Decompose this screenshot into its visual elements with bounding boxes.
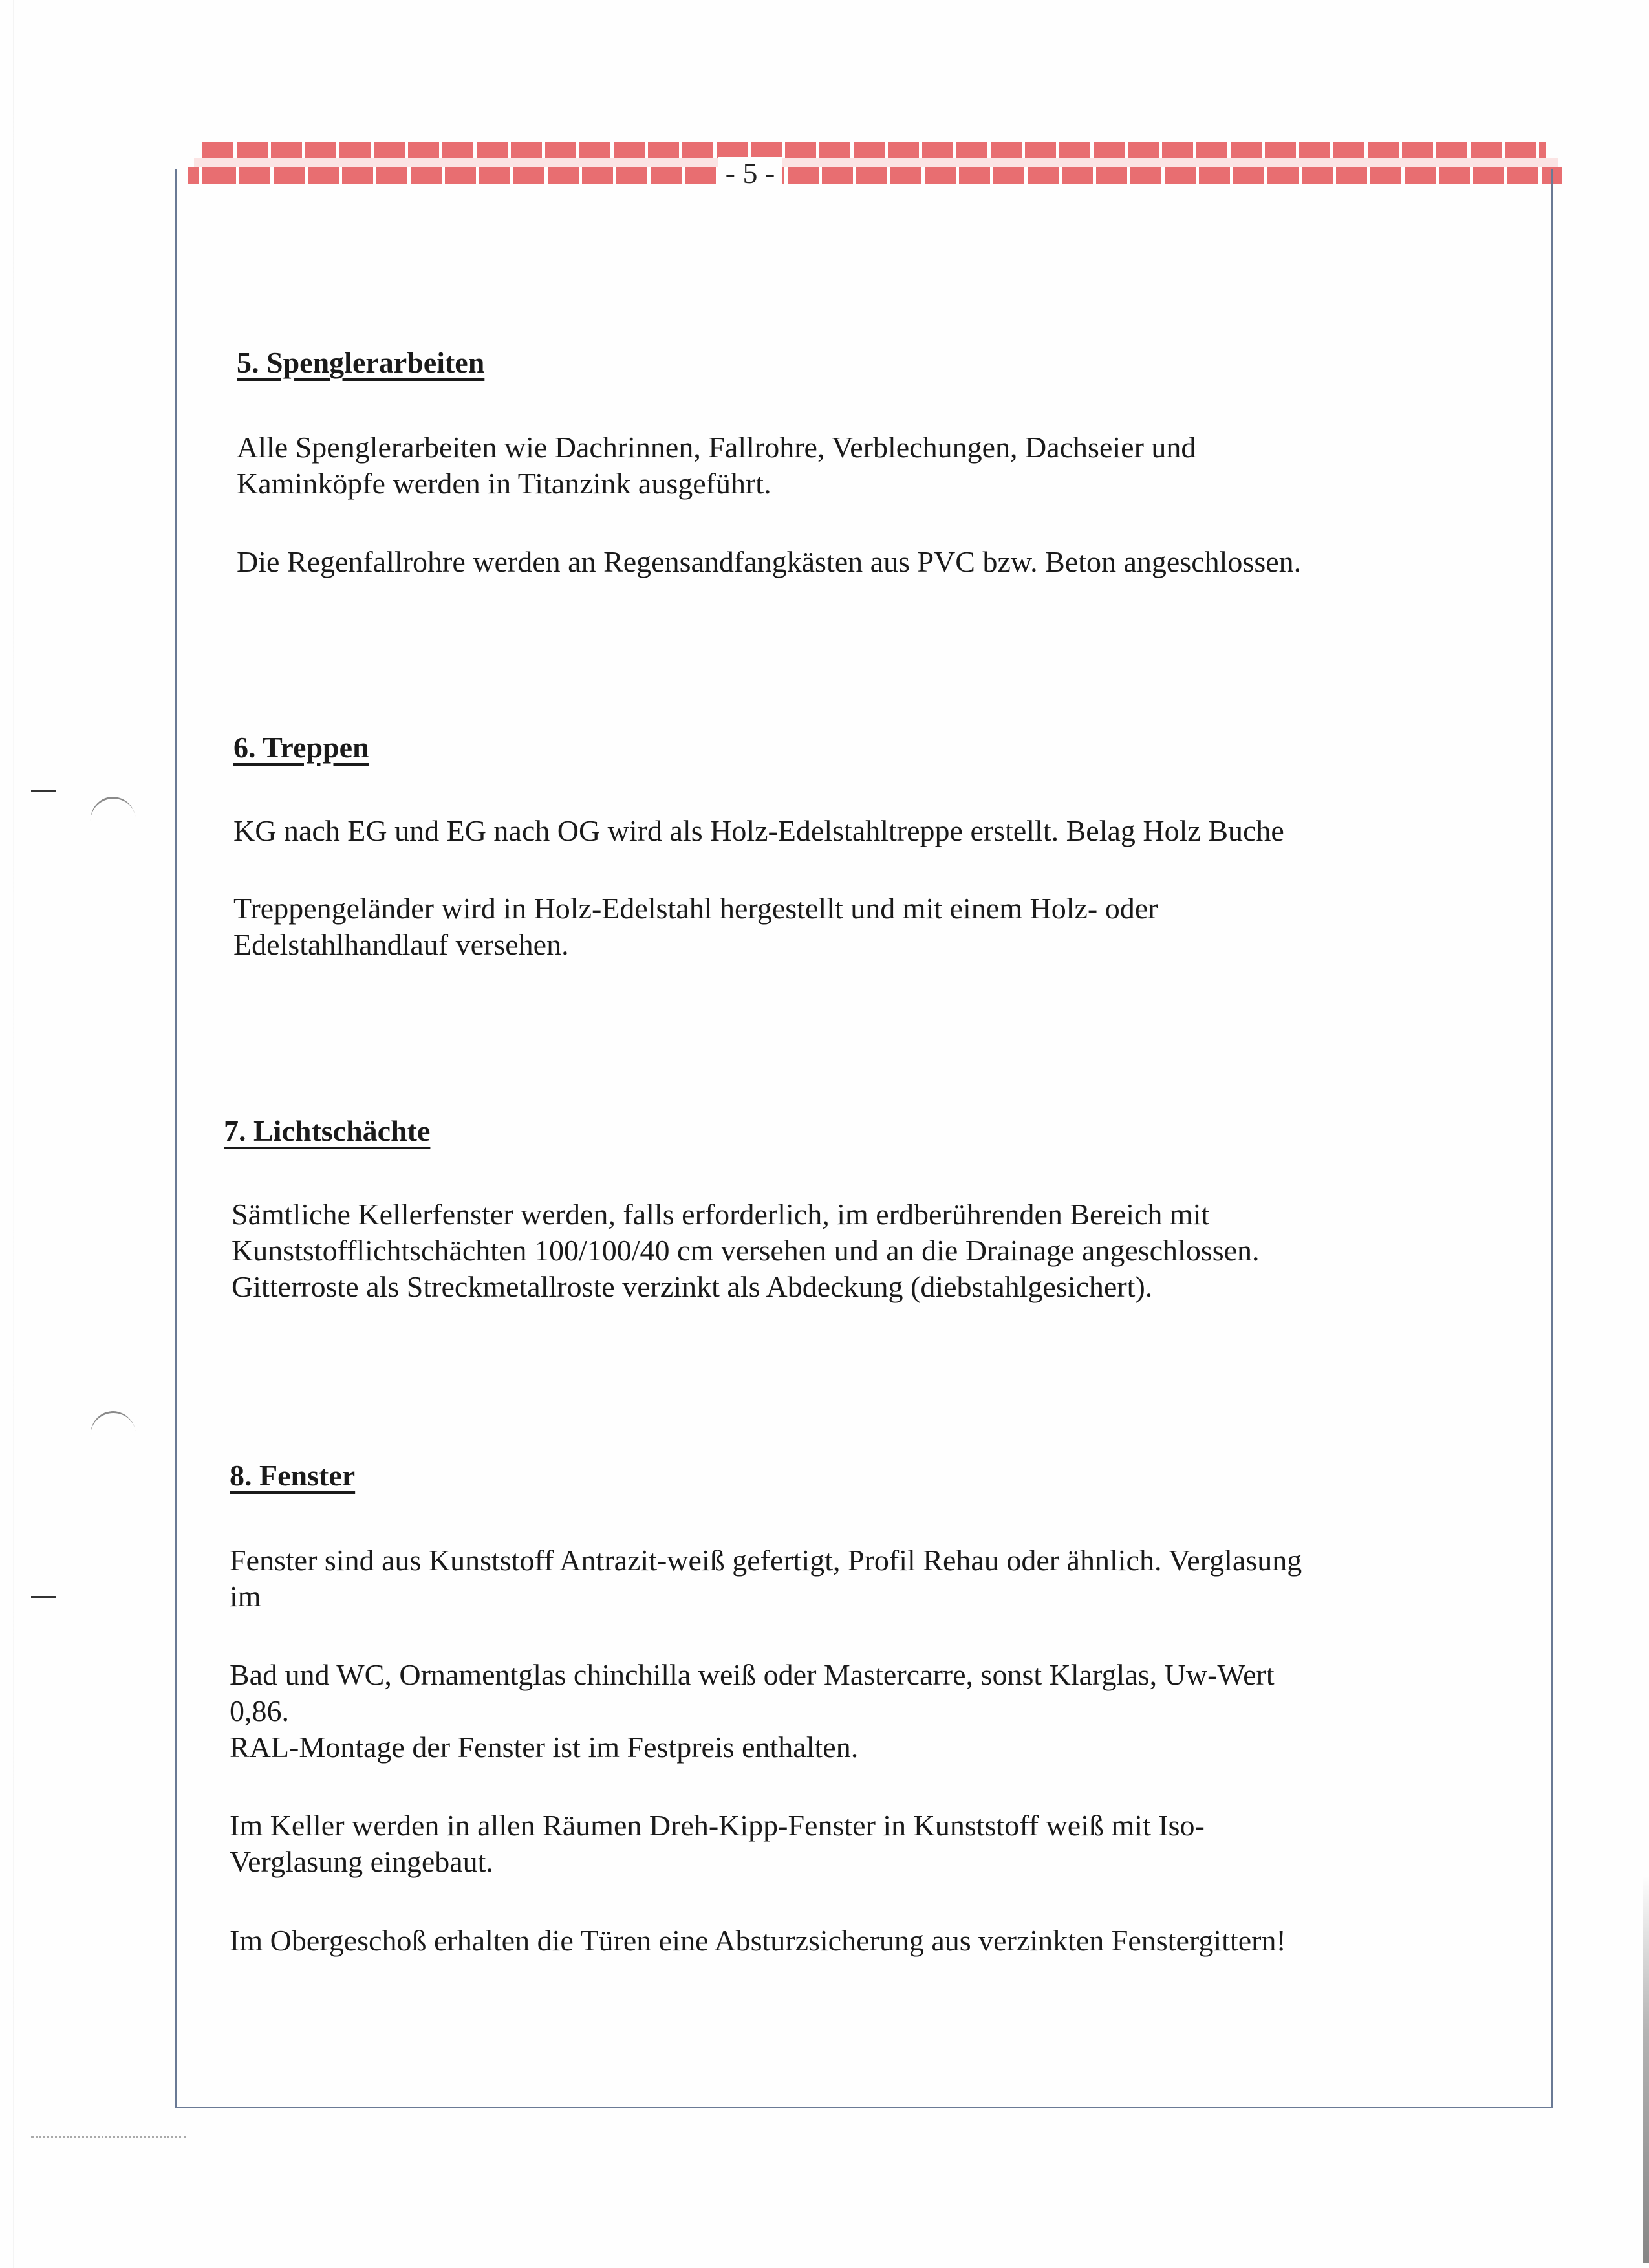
punch-hole <box>87 1407 140 1462</box>
text-line: Alle Spenglerarbeiten wie Dachrinnen, Fallrohre, Verblechungen, Dachseier und <box>237 431 1196 464</box>
section-paragraph <box>230 1657 1275 1766</box>
text-line: Bad und WC, Ornamentglas chinchilla weiß oder Mastercarre, sonst Klarglas, Uw-Wert <box>230 1658 1275 1691</box>
punch-mark <box>31 1596 56 1598</box>
text-line: Die Regenfallrohre werden an Regensandfangkästen aus PVC bzw. Beton angeschlossen. <box>237 545 1302 578</box>
text-line: Kaminköpfe werden in Titanzink ausgeführt. <box>237 467 771 500</box>
punch-hole <box>87 793 140 847</box>
text-line: im <box>230 1580 261 1613</box>
text-line: KG nach EG und EG nach OG wird als Holz-Edelstahltreppe erstellt. Belag Holz Buche <box>233 814 1284 847</box>
text-line: Gitterroste als Streckmetallroste verzinkt als Abdeckung (diebstahlgesichert). <box>232 1270 1153 1303</box>
text-line: Treppengeländer wird in Holz-Edelstahl hergestellt und mit einem Holz- oder <box>233 892 1158 925</box>
text-line: Im Obergeschoß erhalten die Türen eine Absturzsicherung aus verzinkten Fenstergittern! <box>230 1924 1286 1957</box>
brick-border-gap <box>194 158 1558 167</box>
text-line: Kunststofflichtschächten 100/100/40 cm versehen und an die Drainage angeschlossen. <box>232 1234 1260 1267</box>
text-line: Fenster sind aus Kunststoff Antrazit-weiß gefertigt, Profil Rehau oder ähnlich. Verglasung <box>230 1544 1302 1577</box>
text-line: Edelstahlhandlauf versehen. <box>233 928 569 961</box>
section-paragraph <box>237 429 1196 502</box>
brick-border-top <box>202 142 1546 158</box>
page-number: - 5 - <box>698 154 802 193</box>
text-line: 0,86. <box>230 1694 289 1727</box>
section-heading: 8. Fenster <box>230 1459 356 1492</box>
section-heading: 5. Spenglerarbeiten <box>237 346 485 379</box>
text-line: Im Keller werden in allen Räumen Dreh-Kipp-Fenster in Kunststoff weiß mit Iso- <box>230 1809 1205 1842</box>
scan-edge-shadow-right <box>1643 1875 1649 2263</box>
section-paragraph <box>233 891 1158 963</box>
section-paragraph <box>233 813 1284 849</box>
text-line: Sämtliche Kellerfenster werden, falls erforderlich, im erdberührenden Bereich mit <box>232 1198 1210 1231</box>
section-heading: 7. Lichtschächte <box>224 1114 431 1147</box>
scan-artifact <box>31 2136 186 2139</box>
text-line: Verglasung eingebaut. <box>230 1845 493 1878</box>
section-paragraph <box>230 1542 1302 1615</box>
punch-mark <box>31 790 56 792</box>
section-paragraph <box>232 1196 1260 1305</box>
section-paragraph <box>230 1923 1286 1959</box>
scan-edge-shadow <box>13 0 14 2268</box>
text-line: RAL-Montage der Fenster ist im Festpreis enthalten. <box>230 1731 859 1764</box>
section-paragraph <box>237 544 1301 580</box>
section-heading: 6. Treppen <box>233 731 369 764</box>
section-paragraph <box>230 1808 1205 1880</box>
